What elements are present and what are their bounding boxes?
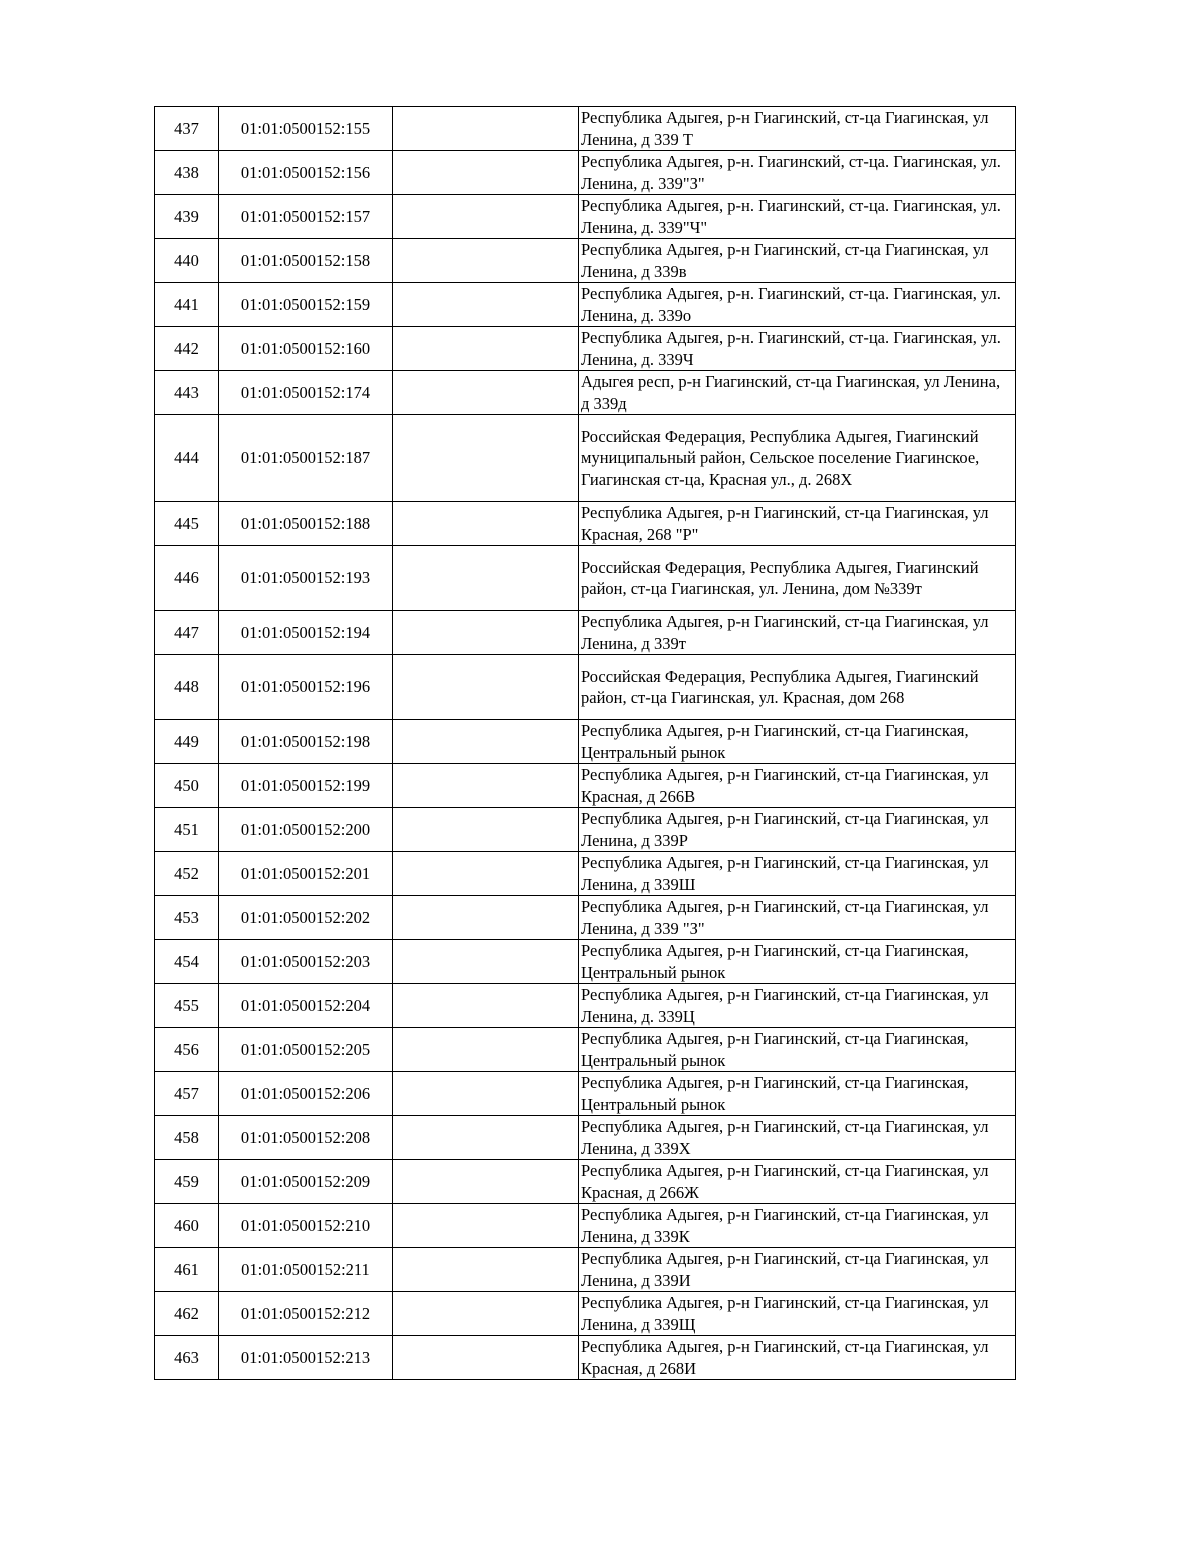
cadastral-number: 01:01:0500152:204	[219, 984, 393, 1028]
address: Республика Адыгея, р-н Гиагинский, ст-ца Гиагинская, Центральный рынок	[579, 940, 1016, 984]
address: Российская Федерация, Республика Адыгея, Гиагинский район, ст-ца Гиагинская, ул. Красная, дом 268	[579, 655, 1016, 720]
row-number: 452	[155, 852, 219, 896]
empty-cell	[393, 151, 579, 195]
row-number: 458	[155, 1116, 219, 1160]
empty-cell	[393, 1248, 579, 1292]
cadastral-number: 01:01:0500152:213	[219, 1336, 393, 1380]
cadastral-number: 01:01:0500152:160	[219, 327, 393, 371]
address: Республика Адыгея, р-н Гиагинский, ст-ца Гиагинская, ул Ленина, д 339Х	[579, 1116, 1016, 1160]
empty-cell	[393, 1204, 579, 1248]
row-number: 457	[155, 1072, 219, 1116]
table-row	[155, 1028, 1016, 1072]
table-row	[155, 371, 1016, 415]
empty-cell	[393, 984, 579, 1028]
row-number: 446	[155, 546, 219, 611]
empty-cell	[393, 371, 579, 415]
row-number: 456	[155, 1028, 219, 1072]
table-row	[155, 195, 1016, 239]
cadastral-number: 01:01:0500152:200	[219, 808, 393, 852]
row-number: 447	[155, 611, 219, 655]
table-row	[155, 611, 1016, 655]
table-row	[155, 1116, 1016, 1160]
cadastral-number: 01:01:0500152:196	[219, 655, 393, 720]
empty-cell	[393, 327, 579, 371]
address: Республика Адыгея, р-н Гиагинский, ст-ца Гиагинская, ул Ленина, д 339К	[579, 1204, 1016, 1248]
table-body	[155, 107, 1016, 1380]
empty-cell	[393, 546, 579, 611]
table-row	[155, 415, 1016, 502]
cadastral-number: 01:01:0500152:174	[219, 371, 393, 415]
table-row	[155, 546, 1016, 611]
cadastral-number: 01:01:0500152:203	[219, 940, 393, 984]
row-number: 462	[155, 1292, 219, 1336]
empty-cell	[393, 107, 579, 151]
row-number: 437	[155, 107, 219, 151]
row-number: 448	[155, 655, 219, 720]
empty-cell	[393, 239, 579, 283]
row-number: 461	[155, 1248, 219, 1292]
empty-cell	[393, 940, 579, 984]
address: Республика Адыгея, р-н. Гиагинский, ст-ца. Гиагинская, ул. Ленина, д. 339о	[579, 283, 1016, 327]
cadastral-number: 01:01:0500152:155	[219, 107, 393, 151]
empty-cell	[393, 852, 579, 896]
table-row	[155, 896, 1016, 940]
cadastral-number: 01:01:0500152:159	[219, 283, 393, 327]
address: Республика Адыгея, р-н Гиагинский, ст-ца Гиагинская, ул Ленина, д 339 Т	[579, 107, 1016, 151]
empty-cell	[393, 1116, 579, 1160]
row-number: 463	[155, 1336, 219, 1380]
row-number: 442	[155, 327, 219, 371]
address: Республика Адыгея, р-н Гиагинский, ст-ца Гиагинская, Центральный рынок	[579, 1028, 1016, 1072]
address: Республика Адыгея, р-н Гиагинский, ст-ца Гиагинская, ул Ленина, д. 339Ц	[579, 984, 1016, 1028]
cadastral-number: 01:01:0500152:208	[219, 1116, 393, 1160]
cadastral-number: 01:01:0500152:210	[219, 1204, 393, 1248]
row-number: 451	[155, 808, 219, 852]
row-number: 449	[155, 720, 219, 764]
cadastral-number: 01:01:0500152:199	[219, 764, 393, 808]
cadastral-number: 01:01:0500152:157	[219, 195, 393, 239]
table-row	[155, 107, 1016, 151]
address: Республика Адыгея, р-н Гиагинский, ст-ца Гиагинская, ул Ленина, д 339И	[579, 1248, 1016, 1292]
address: Республика Адыгея, р-н Гиагинский, ст-ца Гиагинская, Центральный рынок	[579, 720, 1016, 764]
empty-cell	[393, 415, 579, 502]
cadastral-number: 01:01:0500152:211	[219, 1248, 393, 1292]
table-row	[155, 852, 1016, 896]
cadastral-number: 01:01:0500152:205	[219, 1028, 393, 1072]
cadastral-number: 01:01:0500152:201	[219, 852, 393, 896]
row-number: 460	[155, 1204, 219, 1248]
cadastral-number: 01:01:0500152:212	[219, 1292, 393, 1336]
row-number: 450	[155, 764, 219, 808]
empty-cell	[393, 808, 579, 852]
cadastral-number: 01:01:0500152:198	[219, 720, 393, 764]
table-row	[155, 327, 1016, 371]
table-row	[155, 151, 1016, 195]
address: Республика Адыгея, р-н Гиагинский, ст-ца Гиагинская, ул Красная, д 266В	[579, 764, 1016, 808]
table-row	[155, 940, 1016, 984]
address: Республика Адыгея, р-н Гиагинский, ст-ца Гиагинская, ул Ленина, д 339Ш	[579, 852, 1016, 896]
empty-cell	[393, 720, 579, 764]
address: Республика Адыгея, р-н. Гиагинский, ст-ца. Гиагинская, ул. Ленина, д. 339Ч	[579, 327, 1016, 371]
address: Российская Федерация, Республика Адыгея, Гиагинский район, ст-ца Гиагинская, ул. Ленина, дом №339т	[579, 546, 1016, 611]
row-number: 444	[155, 415, 219, 502]
cadastral-number: 01:01:0500152:158	[219, 239, 393, 283]
row-number: 440	[155, 239, 219, 283]
table-row	[155, 283, 1016, 327]
row-number: 459	[155, 1160, 219, 1204]
row-number: 454	[155, 940, 219, 984]
empty-cell	[393, 1028, 579, 1072]
empty-cell	[393, 502, 579, 546]
address: Республика Адыгея, р-н Гиагинский, ст-ца Гиагинская, ул Ленина, д 339Р	[579, 808, 1016, 852]
cadastral-number: 01:01:0500152:206	[219, 1072, 393, 1116]
table-row	[155, 1072, 1016, 1116]
table-row	[155, 1336, 1016, 1380]
address: Республика Адыгея, р-н Гиагинский, ст-ца Гиагинская, ул Ленина, д 339 "З"	[579, 896, 1016, 940]
empty-cell	[393, 1292, 579, 1336]
address: Республика Адыгея, р-н Гиагинский, ст-ца Гиагинская, ул Ленина, д 339т	[579, 611, 1016, 655]
empty-cell	[393, 764, 579, 808]
table-row	[155, 984, 1016, 1028]
table-row	[155, 720, 1016, 764]
table-row	[155, 502, 1016, 546]
table-row	[155, 239, 1016, 283]
address: Республика Адыгея, р-н Гиагинский, ст-ца Гиагинская, ул Красная, 268 "Р"	[579, 502, 1016, 546]
table-row	[155, 764, 1016, 808]
address: Республика Адыгея, р-н Гиагинский, ст-ца Гиагинская, Центральный рынок	[579, 1072, 1016, 1116]
empty-cell	[393, 283, 579, 327]
address: Республика Адыгея, р-н Гиагинский, ст-ца Гиагинская, ул Красная, д 266Ж	[579, 1160, 1016, 1204]
row-number: 441	[155, 283, 219, 327]
address: Республика Адыгея, р-н. Гиагинский, ст-ца. Гиагинская, ул. Ленина, д. 339"Ч"	[579, 195, 1016, 239]
row-number: 455	[155, 984, 219, 1028]
empty-cell	[393, 1336, 579, 1380]
table-row	[155, 808, 1016, 852]
row-number: 453	[155, 896, 219, 940]
row-number: 439	[155, 195, 219, 239]
cadastral-number: 01:01:0500152:194	[219, 611, 393, 655]
address: Российская Федерация, Республика Адыгея, Гиагинский муниципальный район, Сельское поселение Гиагинское, Гиагинская ст-ца, Красная ул., д. 268Х	[579, 415, 1016, 502]
cadastral-number: 01:01:0500152:188	[219, 502, 393, 546]
table-row	[155, 655, 1016, 720]
empty-cell	[393, 195, 579, 239]
address: Республика Адыгея, р-н Гиагинский, ст-ца Гиагинская, ул Красная, д 268И	[579, 1336, 1016, 1380]
address: Адыгея респ, р-н Гиагинский, ст-ца Гиагинская, ул Ленина, д 339д	[579, 371, 1016, 415]
address: Республика Адыгея, р-н Гиагинский, ст-ца Гиагинская, ул Ленина, д 339Щ	[579, 1292, 1016, 1336]
table-row	[155, 1248, 1016, 1292]
land-plot-table	[154, 106, 1016, 1380]
row-number: 443	[155, 371, 219, 415]
cadastral-number: 01:01:0500152:202	[219, 896, 393, 940]
cadastral-number: 01:01:0500152:193	[219, 546, 393, 611]
table-row	[155, 1160, 1016, 1204]
table-row	[155, 1292, 1016, 1336]
cadastral-number: 01:01:0500152:187	[219, 415, 393, 502]
empty-cell	[393, 1072, 579, 1116]
empty-cell	[393, 655, 579, 720]
empty-cell	[393, 1160, 579, 1204]
address: Республика Адыгея, р-н. Гиагинский, ст-ца. Гиагинская, ул. Ленина, д. 339"З"	[579, 151, 1016, 195]
row-number: 438	[155, 151, 219, 195]
row-number: 445	[155, 502, 219, 546]
cadastral-number: 01:01:0500152:156	[219, 151, 393, 195]
empty-cell	[393, 896, 579, 940]
address: Республика Адыгея, р-н Гиагинский, ст-ца Гиагинская, ул Ленина, д 339в	[579, 239, 1016, 283]
table-row	[155, 1204, 1016, 1248]
empty-cell	[393, 611, 579, 655]
cadastral-number: 01:01:0500152:209	[219, 1160, 393, 1204]
